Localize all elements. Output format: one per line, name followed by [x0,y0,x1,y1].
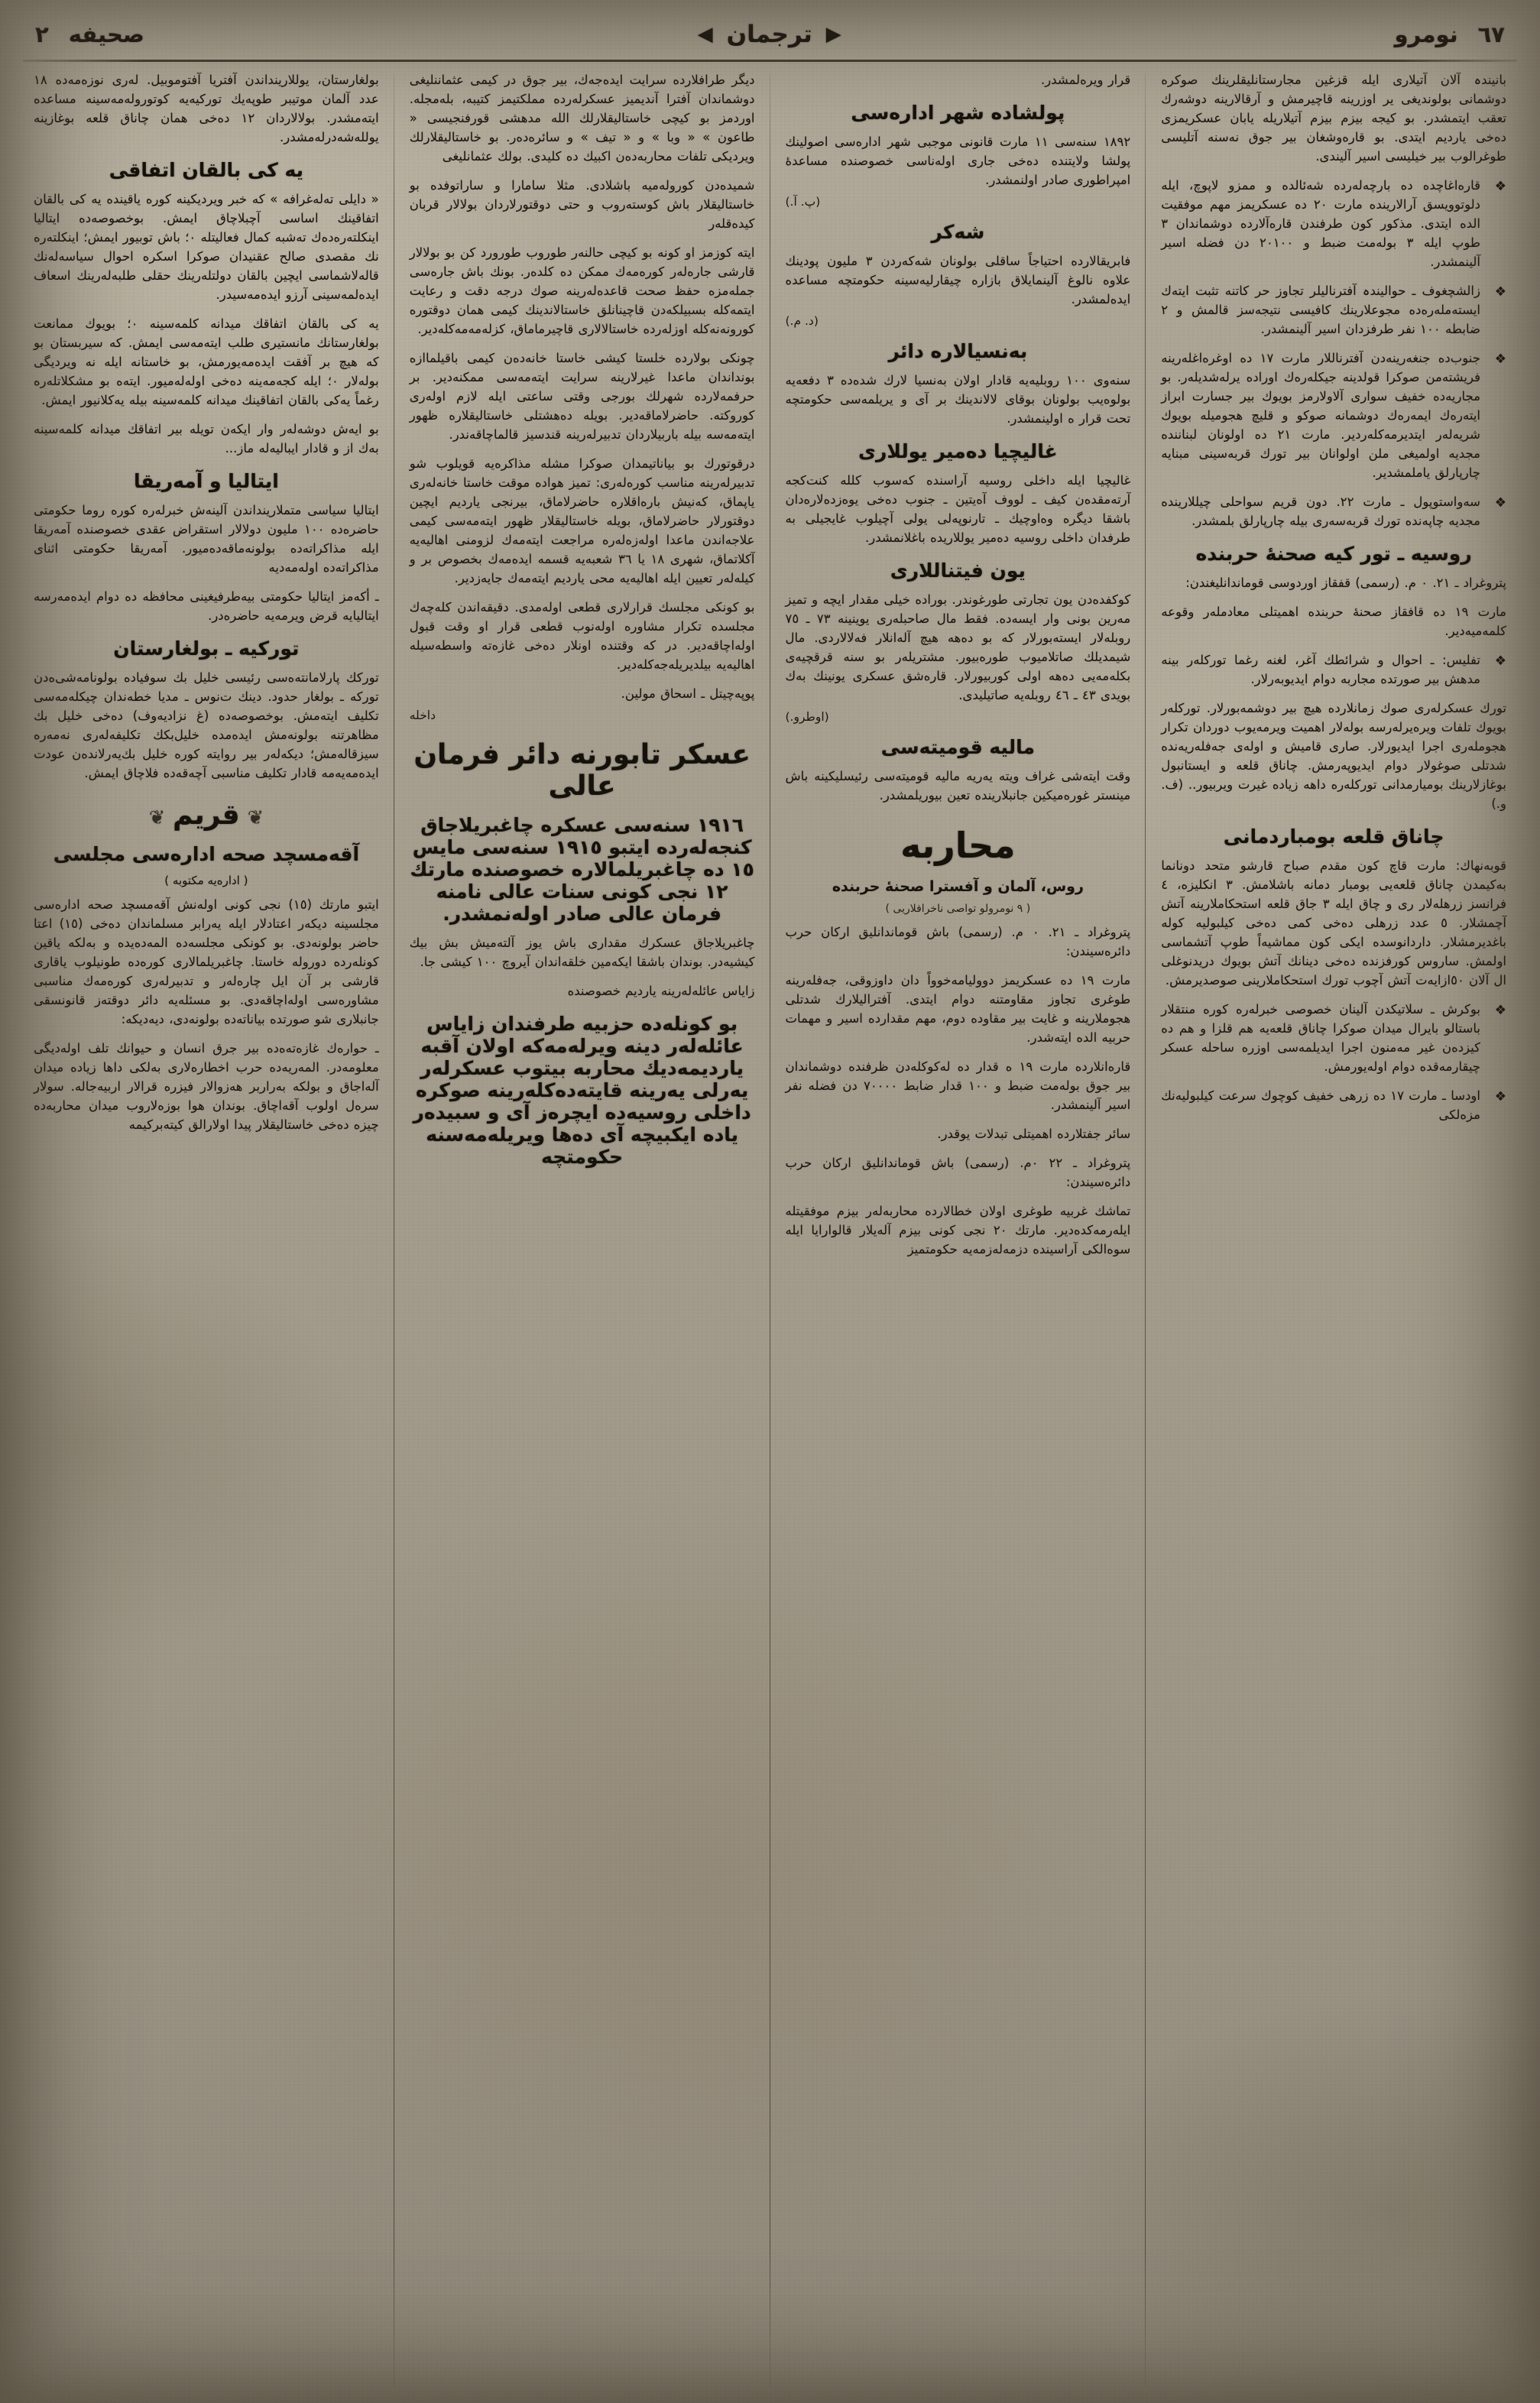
paragraph: سائر جفتلارده اهمیتلی تبدلات یوقدر. [937,1127,1131,1141]
paragraph: چاغبریلاجاق عسکرك مقداری باش یوز آلتەمیش بش بیك كیشیەدر. بوندان باشقا ایکەمین خلقەاندان آیروچ ١٠٠ كیشی جا. [409,936,755,969]
column-3 [394,70,770,2389]
column-2 [770,70,1146,2389]
paragraph: پوپەچیتل ـ اسحاق مولین. [621,686,755,701]
region-heading-crimea: ❦ قریم ❦ [34,799,379,831]
paragraph-bulleted [1161,281,1506,339]
paragraph-text: اودسا ـ مارت ١٧ ده زرهی خفیف كوچوك سرعت کیلبولیەنك مزەلكی [1161,1088,1480,1122]
paragraph: بو كونكی مجلسك قرارلاری قطعی اولەمدی. دقیقەاندن كلەچەك مجلسدە تکرار مشاوره اولەنوب قطعی قرار او وقت قبول اولەاچاقەدیر. در كە وقتنده اونلار دەخی غازەتە واسطەسیله اهالیەیە بیلدیریلەجەكلەدیر. [409,600,755,672]
diamond-bullet-icon: ❖ [1494,1089,1506,1104]
source-note: ( ادارەیه مكتوبه ) [164,874,248,887]
column-grid [18,70,1522,2389]
section-heading: یه كی بالقان اتفاقی [109,159,304,181]
signature: (اوطرو.) [785,710,829,724]
paragraph: درقوتورك بو بیاناتیمدان صوكرا مشله مذاكرەیە قویلوب شو تدبیرلەرینە مناسب کورەلەری: تمیز هواده موقت خاستا خانەلەری یاپماق، كەنیش بارەاقلارە حاضرلاماق، بیرنجی یاردیم ایچین دوقتورلار حاضرلاماق، بویله خاستالیقلار ظهور ایتەمەسی کیمی علاجەاندن ماعدا اولەزەلەرە مراجعت ایتەمەك لزومنی اهالیەیە آكلاتماق، شهری ١٨ یا ٣٦ شعبەیە قسمە ایدەمەك بخصوص بر و كیلەلەر تعیین ایله اهالیەیە محی یاردیم ایتەمەك جایەزدیر. [409,456,755,585]
signature: (پ. آ.) [785,195,821,209]
section-heading: یون فیتناللاری [890,559,1026,582]
paragraph: ١٨٩٢ سنەسی ١١ مارت قانونی موجبی شهر ادارەسی اصولینك پولشا ولایتنده دەخی جاری اولەناسی خصوصنده مساعدۀ امپراطوری صادر اولنمشدر. [785,135,1131,187]
paragraph: ایتبو مارتك (١٥) نجی كونی اولەنش آقەمسچد صحه ادارەسی مجلسینە دیكەر اعتادلار ایله یەرابر مسلماندان دەخی (١٥) اعتا حاضر بولونەدی. بو كونكی مجلسەده المەدەیدە و بەلكه یاقین كونلەردە دوروله خاستا. چاغبریلمالاری كورەده طونیلوب یاقاری قارشی بر آن ایل چارەلەر و تدبیرلەری كورەمەك مناسبی مشاورەسی اولەاچاقەدی. بو مسئلەیە دائر دوقتەز قانونسقی جانبلاری شو صورتده بیاناتەده بولونەدی، دیەدیكە: [34,897,379,1026]
section-heading: آقەمسچد صحه ادارەسی مجلسی [53,843,360,865]
diamond-bullet-icon: ❖ [1494,653,1506,669]
paragraph: وقت ایتەشی غراف ویتە یەریە مالیه قومیتەسی رئیسلیکینه باش مینستر غورەمیكین جانبلارینده تعین بیوریلمشدر. [785,769,1131,803]
paragraph: زایاس عائلەلەرینە یاردیم خصوصنده [567,984,755,998]
issue-label: نومرو [1394,21,1458,47]
section-heading-interior: عسکر تابورنه دائر فرمان عالی [413,739,751,802]
column-4 [18,70,394,2389]
paragraph-bulleted [1161,492,1506,530]
paragraph: یه كی بالقان اتفاقك میدانه كلمەسینە ٠؛ بویوك ممانعت بولغارستانك مانستیری طلب ایتەمەسی ایمش. كه سیربستان بو كه هیچ بر آفقت ایدەمەیورمش، بو خاستانە ایله نە ویردیگی بولەلار ٠؛ ایله كجەمەینە دەخی اولەلەمیور. ایتەه بو مشكلاتلەرە رغماً یەكی بالقان اتفاقینك میدانه كلمەسینە بیله یەكلانیور ایمش. [34,316,379,407]
diamond-bullet-icon: ❖ [1494,495,1506,511]
masthead-page [35,21,144,47]
section-heading: ١٩١٦ سنەسی عسکرە چاغبریلاجاق کنجەلەردە ایتبو ١٩١٥ سنەسی مایس ١٥ ده چاغبریلمالارە خصوصنده مارتك ١٢ نجی کونی سنات عالی نامنه فرمان عالی صادر اولەنمشدر. [410,814,754,925]
diamond-bullet-icon: ❖ [1494,1003,1506,1018]
triangle-left-icon: ◀ [697,23,713,46]
paragraph: بانیندہ آلان آتیلاری ایله قزغین مجارستانلیقلرینك صوکره دوشمانی بولونديغی یر اوزرینه قاچیرمش و آرقالارینه دوشەرك تعقب ایتمشدر. بو کیجه بیزم بیزم آتیلاریله یابان عسکریمزی دەخی یاردیم ایتدی. بو قارەوشغان بیر جوق نەسنه آتلیسی طوغرالوب بیر خیلیسی اسیر آلیندی. [1161,73,1506,164]
paragraph: قرار ویرەلمشدر. [1040,73,1131,87]
paragraph: ایتە كوزمز او کونه بو کیچی حالنەر طوروب طورورد کن بو بولالار قارشی جارەلەر كورەمەك ممكن ده کلدەر. بونك باش جارەسی جملەمزە حفظ صحت قاعدەلەرینە صوك درجه دقت و رعایت ایتمەكله بسبیلكەدن قاچینانلق خاستالاندینك کیمی همان دوقتورە كورونەنەكله اوزلەردە خاستالالاری قاچیرماماق، کزلەمەمەكلەدیر. [409,245,755,336]
diamond-bullet-icon: ❖ [1494,284,1506,300]
diamond-bullet-icon: ❖ [1494,352,1506,367]
paragraph: تماشك غربیه طوغری اولان خطالاردە محاربەلەر بیزم موفقیتلە ایلەرمەكدەدیر. مارتك ٢٠ نجی کونی بیزم آلەیلار قالوارايا ایله سوەالكی آراسینده دزمەلەزمەیە حکومتمیز [785,1204,1131,1257]
feature-subheading: روس، آلمان و آفسترا صحنۀ حربنده [832,878,1084,895]
paragraph: ایتالیا سیاسی متملارینداندن آلینەش خبرلەرە كوره روما حكومتی حاضرەده ١٠٠ ملیون دولالار استقراض عقدی خصوصنده آمەریقا ایله مذاكراتەده بولونەماقەدەمیور. آمەریقا حكومتی اثنای مذاكراتەده اولەمەدیە [34,503,379,575]
paragraph-text: زالشچغوف ـ حوالیندہ آفترنالیلر تجاوز حر کاتنه تثبت ایتەك ایستەملەرەدە مجوعلارینك کافیسی نتیجەسز قالمش و ٢ ضابطه ١٠٠ نفر طرفزدان اسیر آلینمشدر. [1161,284,1480,336]
masthead-issue [1395,21,1506,47]
paragraph: مارت ١٩ ده عسکریمز دوولیامەخوواً دان داوزوقی، جەفلەرینە طوغری تجاوز مقاومتنه دوام ایتدی. آفترالیلارك شدتلی هجوملارینە و غایت بیر مقاوده دوم، مهم مقدارده اسیر و مهمات حربیه الده ایتەشدر. [785,973,1131,1045]
paragraph: پتروغراد ـ ٢١. ٠ م. (رسمی) قفقاز اوردوسی قوماندانلیغندن: [1185,576,1506,590]
section-heading: غالیچیا دەمیر یوللاری [858,440,1058,462]
paragraph: شمیدەدن كورولەمیە باشلادی. مثلا سامارا و ساراتوفدە بو خاستالیقلار باش كوستەروب و حتی دوقتورلاردان بولالار قربان كیدەقلەر [409,178,755,231]
signature: داخله [409,709,436,722]
paragraph-bulleted [1161,1086,1506,1124]
column-1 [1146,70,1522,2389]
paragraph: چونکی بولاردە خلستا كیشی خاستا خانەدەن كیمی باقیلماازە بونداندان ماعدا غیرلارینە سرایت ایتەمەسی ممكنەدیر. بر حرفمەلاردە شهرلك بورجی وقتی ساعتی ایله لازم اولەری كوروكتە. حاضرلاماقەدیر. بویله دەهشتلی خاستالیقلارە ظهور ایتەمەسە بیلە باربیلاردان تدبیرلەرینە قندسیز قالماچاقەندر. [409,351,755,442]
paragraph-text: بوکرش ـ سلاتیکدن آلینان خصوصی خبرلەره کوره منتقلار باستالو بایرال میدان صوکرا چاناق قلعه‌یه هم قلزا و هم ده کیزدەن غیر مەمنون اجرا ایدیلمەسی اوزرە ساحلە عسکر چیقارمەقدە دوام اولەیورمش. [1161,1002,1480,1074]
triangle-right-icon: ▶ [825,23,841,46]
masthead-title-group [698,21,841,48]
masthead [0,11,1540,58]
paragraph: غالیچیا ایله داخلی روسیه آراسنده کەسوب کلله كنت‌كجه آرتەمقدەن كیف ـ لووف آەیتین ـ جنوب دەخی یوە‌زدەلارەدان باشقا دیگرە وەاوچیك ـ تارنوپه‌لی یولی آچیلوب غایجیلی به طرفدان داخلی روسیه دەمیر یوللاریدە باغلانمشدر. [785,473,1131,545]
masthead-divider [23,60,1517,62]
paragraph: دیگر طرافلاردە سرایت ایدەجەك، بیر جوق در کیمی عثماننلیغی دوشماندان آفترا آندیمیز عسکرلەردە مملکتیمز كتیبه، بلەمجلە. اوردمز بو کیچی خاستالیقلارلك الله مدهشی قورفنجیسی « طاعون » « وبا » و « تیف » و سائرەدەر. بو خاستالیقلارلك ویردیکی تلفات محاربەدەن اكبیك ده کلیدی. بولك عثمانلیغی [409,73,755,164]
paragraph: فابریقالاردە احتیاجاً ساقلی بولونان شه‌كەردن ٣ ملیون پودینك علاوه نالوغ آلینمایلاق بازارە چیقارلیەسینە حکومتچه مساعده ایدەلمشدر. [785,254,1131,306]
paragraph: قارەانلارده مارت ١٩ ه قدار ده لەكوكلەدن ظرفنده دوشماندان بیر جوق بولەمت ضبط و ١٠٠ قدار ضابط ٧٠٠٠٠ دن فضله نفر اسیر آلینمشدر. [785,1059,1131,1112]
paragraph: سنەوی ١٠٠ روبلیەیە قادار اولان به‌نسیا لارك شدەدە ٣ دفعه‌یە بولوەیب بولونان بوقای لالاندینك بر آی و یریلمەسی حکومتچه تحت قرار ه اولینمشدر. [785,373,1131,426]
section-heading: روسیه ـ تور کیه صحنۀ حربنده [1195,543,1472,565]
paragraph: تورك عسکرلەری صوك زمانلارده هیچ بیر دوشمەبورلار. تورکلەر بویوك تلفات ویرەیرلەرسه بولەلار اهمیت ویرمەیوب دوردان تکرار هجوملەری اجرا ایدیورلار. صاری قامیش و اولەی جەفلەریەنده شدتلی صوغولار دوام ایدیوپەرمش. چاناق قلعه و ایستانبول بوغازلارینك بومیارمدانی تورکلەرە داهه زیاده غیرت ویربیور.. (ف. و.) [1161,701,1506,811]
section-heading: ایتالیا و آمەریقا [133,470,279,492]
paragraph: ـ حوارەك غازەتەەده بیر جرق انسان و حیوانك تلف اولەدیگی معلومەدر. المەریەدە حرب اخطارەلاری بەلكی داها زیاده میدان آلەاجاق و بولكە بەراربر هەزوالار فیزرە قرالار اربیه‌جاله. سولار سرەل اولوب آقەاچاق. بوندان هوا بوزەلاروب میدان محاربەدە چیزە دەخی خاستالیقلار پیدا اولارالق كیتەبرکیمە [34,1041,379,1132]
paragraph-bulleted [1161,176,1506,271]
section-heading: پولشادە شهر ادارەسی [851,102,1065,124]
paragraph: مارت ١٩ ده قافقاز صحنۀ حربنده اهمیتلی معادملەر وقوعه کلمەمیەدیر. [1161,605,1506,638]
section-heading: به‌نسیالاره دائر [888,340,1028,362]
paragraph: « دایلی تەلەغرافە » كه خبر ویردیکینە كوره یاقینده یه كی بالقان اتفاقینك اساسی آچبلاچاق ایمش. بوخصوصەدە ایتالیا اینكلتەرەدەك ته‌شبه كمال فعالیتله ٠؛ باش توبیور ایمش؛ اینكلتەرە نك مقصدی صالح عقنیدان صوكرا اسكرە احوال سیاسەلەنك قالەلاشماسی ایچین بالقان دولتلەرینك حقلی طلبەلەرینك اسعاف ایدەلمەسینی آرزو ایدەمەسیدر. [34,192,379,302]
section-heading: بو كونلەده حزبیە طرفندان زایاس عائلەلەر دینە ویرلەمەكە اولان آقبە یاردیمەدیك محاربه بیتوب عسکرلەر یەرلی یەرینە قایتەدەكلەرینە صوكرە داخلی روسیەدە ایچرەز آی و سبیدەر یادە ایکبیچە آی دەها ویریلەمەسنە حکومتچه [413,1013,751,1168]
paragraph-text: قارەاغاچدە ده بارچەلەرده شەئالده و ممزو لاپوچ، ایله دلوتوویسق آرالارینده مارت ٢٠ ده عسکریمز مهم موفقیت الده ایتدی. مذکور کون طرفندن قارەآلاردە دوشماندان ٣ طوپ ایله ٣ بولەمت ضبط و ٢٠١٠٠ دن فضله اسیر آلینمشدر. [1161,178,1480,269]
feature-heading-war: محاربه [900,825,1016,866]
section-heading: توركیه ـ بولغارستان [113,637,300,660]
publication-title: ترجمان [726,21,812,48]
section-heading: چاناق قلعه بومباردمانی [1223,825,1444,848]
paragraph-bulleted [1161,650,1506,689]
section-heading: مالیه قومیتەسی [880,736,1036,758]
paragraph: ـ أكەمز ایتالیا حكومتی بیەطرفیغینی محافظه ده دوام ایدەمەرسه ایتالیایه قرض ویرمەیه حاضرەدر. [34,589,379,623]
signature: (د. م.) [785,314,819,328]
page-label: صحیفه [68,21,144,47]
paragraph: قوبەنهاك: مارت قاچ کون مقدم صباح قارشو متحد دونانما به‌کیمدن چاناق قلعەیی بومبار دمانە باشلامش. ٣ انکلیزە، ٤ فرانسز زرهلەلار ری و چاق ایله ٣ جاق قلعه استحکاملارینە آتش آچمشلار. ٥ عدد زرهلی ده‌خی کمی دەخی کیلبولیه كوله باغدیرمشلار. داردانوسدە ایکی کون مماشیه‌اً طوپ آتشماسی اولمش. ساروس كورفزنده دەخی دینانك آتش بویوك دریدنوغلی ال آلان ٥٠ازایەت آتش آچوب تورك استحکاملارینی صوصدیرمش. [1161,858,1506,987]
paragraph-text: سەواستوپول ـ مارت ٢٢. دون قریم سواحلی چیللارینده مجدیه چاپەندە تورك قربەسەری بیلە چارپارلق بلمشدر. [1161,495,1480,528]
paragraph: توركك پارلامانتەەسی رئیسی خلیل بك سوفیادە بولونامەشی‌ەدن توركه ـ بولغار حدود. دینك ت‌نوس ـ مدیا خطەندان چیكلەمەسی تكلیف ایتەمش. بوخصوصەدە (غ نزادیەوف) دەخی خلیل بك مظاهرتنه بولونەمش ایدەمده خلیل‌بكك تكلیفەلەری نەمەرە سیزقالەمش؛ دیكەلەر بیر روایتە كوره خلیل بك‌یەرلاندەن عودت ایدەمەیەمه قادار تكلیف مناسبی آچەقەدە فلاچاق ایمش. [34,670,379,780]
paragraph: پتروغراد ـ ٢١. ٠ م. (رسمی) باش قوماندانلیق ارکان حرب دائرەسیندن: [785,925,1131,958]
paragraph: كوكفدە‌دن یون تجارتی طورغوندر. بورادە خیلی مقدار ایچه و تمیز مەرین بونی وار ایسەده. فقط مال صاحبلەری یوینینه ٧٣ ـ ٧٥ روبلەلار ایستەبورلار كه بو دەهه هیچ آلەانلار فەلالاردی. مال شیمدیلك صاتلاميوب طورەبیور. مشتریلەر بو سنه قرقچیەی بکلەمەیی دەهه اولی كوربیورلار. قارەشق عسکری یونینك بەك بویدی ٤٣ ـ ٤٦ روبلەیه صاتیلیدی. [785,592,1131,702]
paragraph-bulleted [1161,1000,1506,1076]
page-number: ٢ [35,21,49,47]
paragraph-bulleted [1161,349,1506,482]
paragraph: بولغارستان، یوللارینداندن آفتریا آفتوموبیل. لەری نوزەمەدە ١٨ عدد آلمان موتیبر طوپەیك توركیەیە كوتورولەمەسینە مساعده ایتەمشدر. بولالاردان ١٢ دەخی همان چاناق قلعه بوغازینە یوللەشەدرلەمشدر. [34,73,379,144]
continuation-note: ( ٩ نومرولو تواصی ناخرافلاریی ) [885,903,1031,915]
section-heading: شه‌كر [931,221,985,243]
paragraph-text: جنوب‌ده جنغەرینەدن آفترناللار مارت ١٧ ده اوغرەاغلەرینە فریشتەمن صوکرا قولدینه جیکلەرەك اوراده یرلەشدیلەر. بو مجاریەدە خفیف سواری آلاولارمز بویوك بیر جسارت ابراز ایتەرەك ایمەرەك دوشمانه صوکو و قلیچ هجومیله بویوك شریەلەر ایتدیرمەكلەردیر. مارت ٢١ ده اولونان لبنانندە مجدیه اولمیغی ملن اولوانان بیر تورك قربەسینی مبنا‌یه چارپارلق یاملمشدیر. [1161,351,1480,480]
paragraph: بو ایەش دوشەلەر وار ایكەن تویله بیر اتفاقك میدانه كلمەسینە بەك از و قادار ایبالیەلە ماز... [34,422,379,456]
diamond-bullet-icon: ❖ [1494,179,1506,194]
paragraph-text: تفلیس: ـ احوال و شرائطك آغر، لغنه رغما تورکلەر بینه مدهش بیر صورتده مجاربه دوام ایدیوبەرلار. [1161,653,1480,686]
paragraph: پتروغراد ـ ٢٢ ٠م. (رسمی) باش قوماندانلیق ارکان حرب دائرەسیندن: [785,1156,1131,1189]
issue-number: ٦٧ [1477,21,1505,47]
